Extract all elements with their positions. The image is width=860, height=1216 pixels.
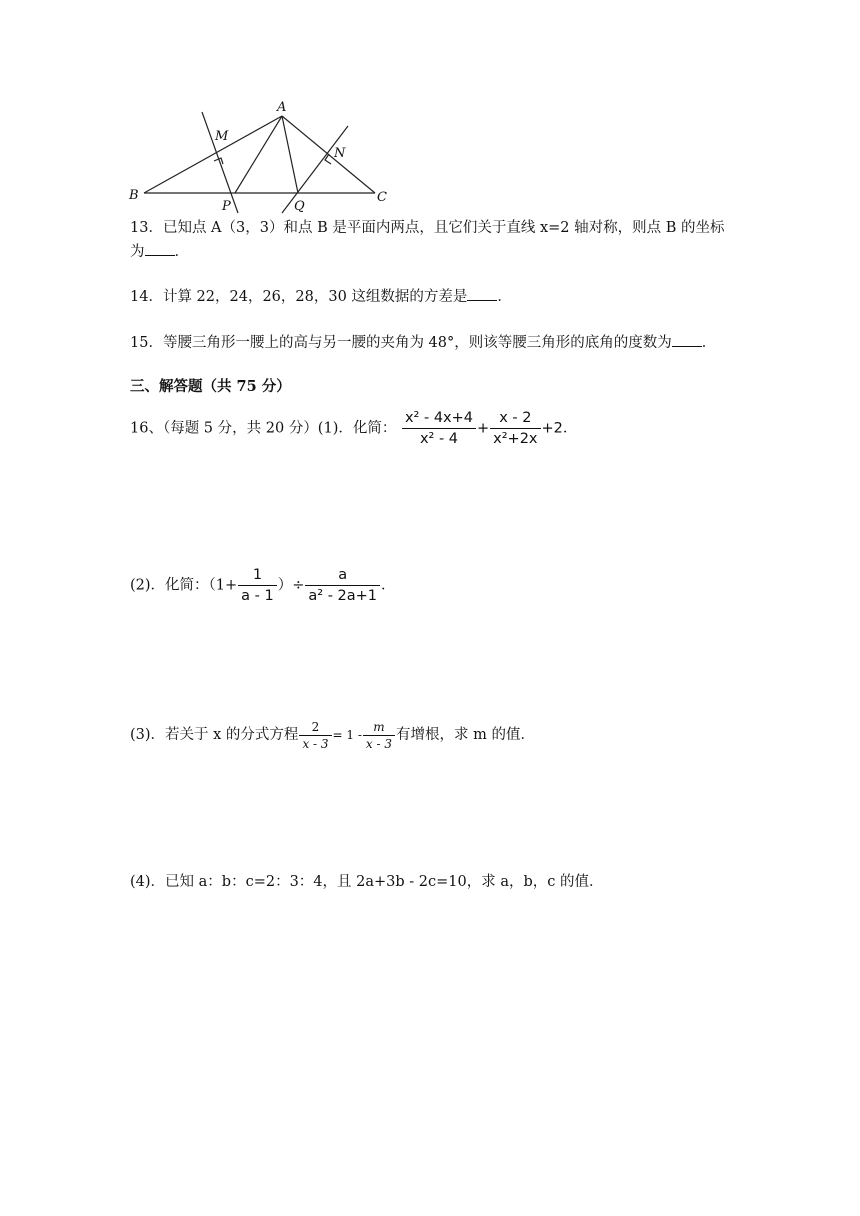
question-16-part4: (4)．已知 a：b：c=2：3：4，且 2a+3b - 2c=10，求 a，b，c 的值．: [130, 874, 604, 890]
section-title: 三、解答题（共 75 分）: [130, 378, 291, 395]
answer-blank-15: [672, 332, 702, 347]
q16-p2-suffix: ．: [381, 577, 396, 594]
fraction-5: [299, 719, 331, 752]
fraction-5-numerator: 2: [299, 719, 331, 736]
q16-p2-prefix: (2)．化简：（1+: [130, 577, 238, 594]
label-C: C: [377, 190, 387, 205]
label-B: B: [129, 188, 139, 203]
segment-BA: [144, 116, 282, 193]
question-14: [130, 286, 512, 307]
fraction-2-numerator: x - 2: [490, 408, 540, 429]
label-N: N: [334, 146, 346, 161]
question-13-end: ．: [174, 244, 189, 260]
segment-AP: [235, 116, 282, 193]
fraction-5-denominator: x - 3: [302, 736, 329, 751]
label-P: P: [222, 199, 231, 214]
triangle-figure: [120, 95, 410, 220]
question-15: [130, 332, 716, 353]
label-A: A: [277, 100, 287, 115]
perp-bisector-MP: [202, 112, 238, 213]
plus-sign: +: [477, 420, 490, 437]
question-13-line1: 13．已知点 A（3，3）和点 B 是平面内两点，且它们关于直线 x=2 轴对称，则点 B 的坐标: [130, 220, 725, 236]
right-angle-mark-M: [214, 158, 223, 164]
fraction-1-denominator: x² - 4: [419, 431, 459, 447]
fraction-2-denominator: x²+2x: [493, 431, 538, 447]
q16-p2-mid: ）÷: [277, 577, 305, 594]
q16-p3-mid: = 1 -: [332, 728, 362, 742]
q16-p3-prefix: (3)．若关于 x 的分式方程: [130, 727, 299, 743]
fraction-4-numerator: a: [305, 565, 380, 586]
fraction-4: [305, 565, 380, 606]
fraction-3-denominator: a - 1: [241, 588, 274, 604]
question-16-part3: [130, 715, 535, 755]
answer-blank-13: [145, 241, 175, 256]
label-M: M: [215, 129, 229, 144]
q16-p3-suffix: 有增根，求 m 的值．: [396, 727, 535, 743]
question-14-text: 14．计算 22，24，26，28，30 这组数据的方差是: [130, 289, 468, 305]
fraction-6: [363, 719, 395, 752]
fraction-3: [238, 565, 277, 606]
fraction-6-numerator: m: [363, 719, 395, 736]
q16-p1-prefix: 16、（每题 5 分，共 20 分）(1)．化简：: [130, 420, 397, 437]
question-16-part1: [130, 408, 577, 449]
q16-p1-suffix: +2．: [541, 420, 578, 437]
fraction-6-denominator: x - 3: [365, 736, 392, 751]
question-15-end: ．: [701, 335, 717, 351]
question-15-text: 15．等腰三角形一腰上的高与另一腰的夹角为 48°，则该等腰三角形的底角的度数为: [130, 335, 672, 351]
question-13-line2: [130, 241, 189, 262]
label-Q: Q: [294, 199, 305, 214]
fraction-2: [490, 408, 540, 449]
perp-bisector-NQ: [282, 126, 348, 213]
fraction-1-numerator: x² - 4x+4: [402, 408, 476, 429]
fraction-1: [402, 408, 476, 449]
question-13-prefix: 为: [130, 244, 145, 260]
fraction-4-denominator: a² - 2a+1: [308, 588, 378, 604]
fraction-3-numerator: 1: [238, 565, 277, 586]
question-16-part2: [130, 565, 396, 606]
answer-blank-14: [467, 286, 497, 301]
question-14-end: ．: [497, 289, 512, 305]
